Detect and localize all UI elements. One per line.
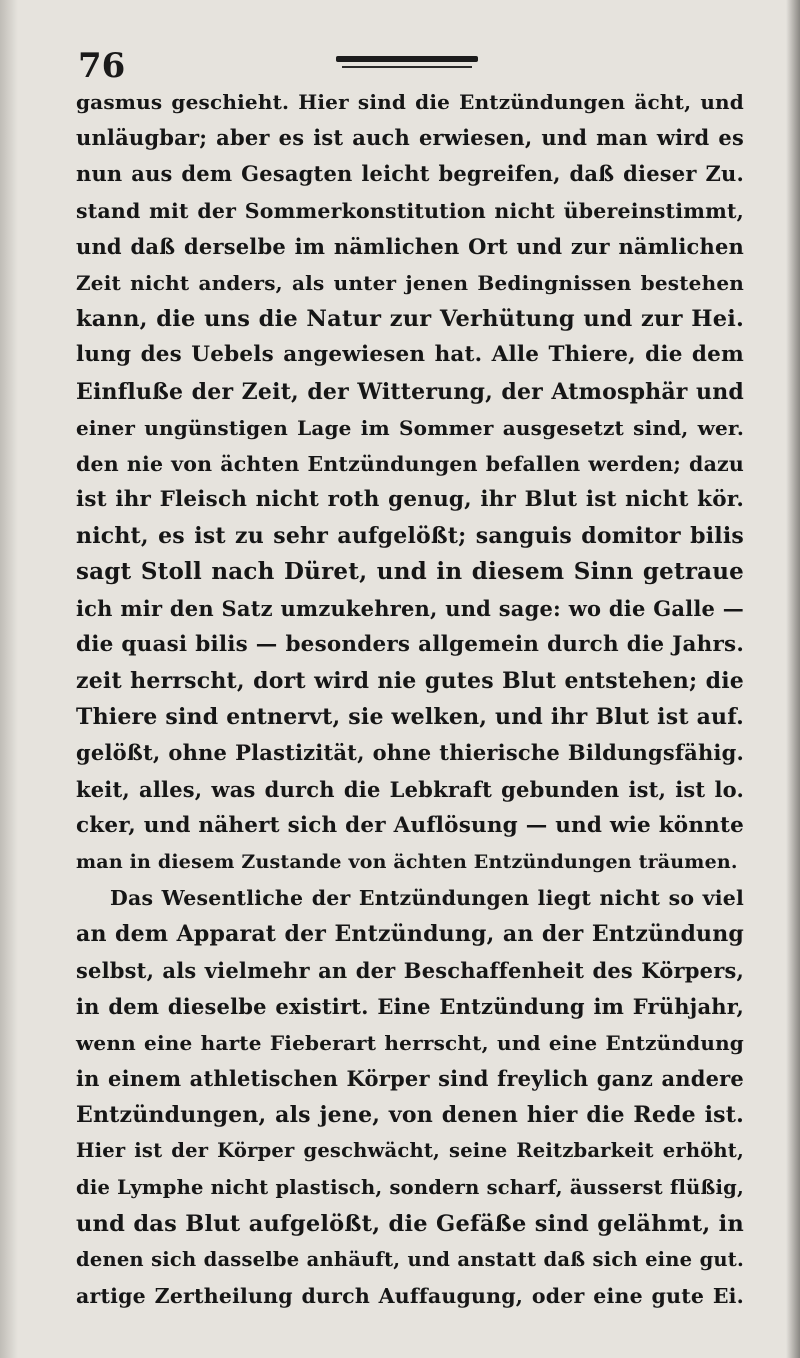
text-line: sagt Stoll nach Düret, und in diesem Sinn getraue (76, 558, 744, 586)
text-line: die quasi bilis — besonders allgemein durch die Jahrs. (76, 631, 744, 657)
text-line: kann, die uns die Natur zur Verhütung und zur Hei. (76, 306, 744, 333)
text-line: Hier ist der Körper geschwächt, seine Reitzbarkeit erhöht, (76, 1139, 744, 1163)
text-line: wenn eine harte Fieberart herrscht, und eine Entzündung (76, 1030, 744, 1055)
text-line: lung des Uebels angewiesen hat. Alle Thiere, die dem (76, 342, 744, 368)
text-line: nun aus dem Gesagten leicht begreifen, daß dieser Zu. (76, 161, 744, 187)
text-line: ich mir den Satz umzukehren, und sage: wo die Galle — (76, 595, 744, 621)
text-line: und daß derselbe im nämlichen Ort und zur nämlichen (76, 233, 744, 259)
text-line: Einfluße der Zeit, der Witterung, der Atmosphär und (76, 378, 744, 405)
text-line: Das Wesentliche der Entzündungen liegt nicht so viel (110, 886, 744, 911)
text-line: den nie von ächten Entzündungen befallen werden; dazu (76, 451, 744, 476)
text-line: gelößt, ohne Plastizität, ohne thierische Bildungsfähig. (76, 740, 744, 766)
text-line: die Lymphe nicht plastisch, sondern scharf, äusserst flüßig, (76, 1175, 744, 1199)
scan-shadow-left (0, 0, 18, 1358)
text-line: gasmus geschieht. Hier sind die Entzündungen ächt, und (76, 90, 744, 114)
text-line: cker, und nähert sich der Auflösung — und wie könnte (76, 812, 744, 838)
text-line: in einem athletischen Körper sind freylich ganz andere (76, 1066, 744, 1092)
text-line: denen sich dasselbe anhäuft, und anstatt daß sich eine gut. (76, 1248, 744, 1271)
text-line: selbst, als vielmehr an der Beschaffenheit des Körpers, (76, 957, 744, 983)
header-ornament-rule (336, 56, 478, 70)
text-line: keit, alles, was durch die Lebkraft gebunden ist, ist lo. (76, 776, 744, 802)
text-line: unläugbar; aber es ist auch erwiesen, und man wird es (76, 125, 744, 151)
text-line: in dem dieselbe existirt. Eine Entzündung im Frühjahr, (76, 993, 744, 1019)
text-line: Zeit nicht anders, als unter jenen Bedingnissen bestehen (76, 270, 744, 295)
header-rule-thick (336, 56, 478, 62)
text-line: Thiere sind entnervt, sie welken, und ihr Blut ist auf. (76, 704, 744, 731)
text-line: nicht, es ist zu sehr aufgelößt; sanguis domitor bilis (76, 523, 744, 550)
text-line: Entzündungen, als jene, von denen hier die Rede ist. (76, 1102, 744, 1129)
text-line: zeit herrscht, dort wird nie gutes Blut entstehen; die (76, 668, 744, 694)
text-line: artige Zertheilung durch Auffaugung, oder eine gute Ei. (76, 1284, 744, 1309)
scan-shadow-right (786, 0, 800, 1358)
text-line: einer ungünstigen Lage im Sommer ausgesetzt sind, wer. (76, 415, 744, 440)
text-line: und das Blut aufgelößt, die Gefäße sind gelähmt, in (76, 1210, 744, 1237)
header-rule-thin (342, 66, 472, 68)
text-line: man in diesem Zustande von ächten Entzündungen träumen. (76, 850, 738, 873)
text-line: ist ihr Fleisch nicht roth genug, ihr Blut ist nicht kör. (76, 487, 744, 513)
body-text (76, 84, 744, 1314)
page-number: 76 (78, 46, 126, 86)
text-line: stand mit der Sommerkonstitution nicht übereinstimmt, (76, 198, 744, 223)
text-line: an dem Apparat der Entzündung, an der Entzündung (76, 921, 744, 948)
